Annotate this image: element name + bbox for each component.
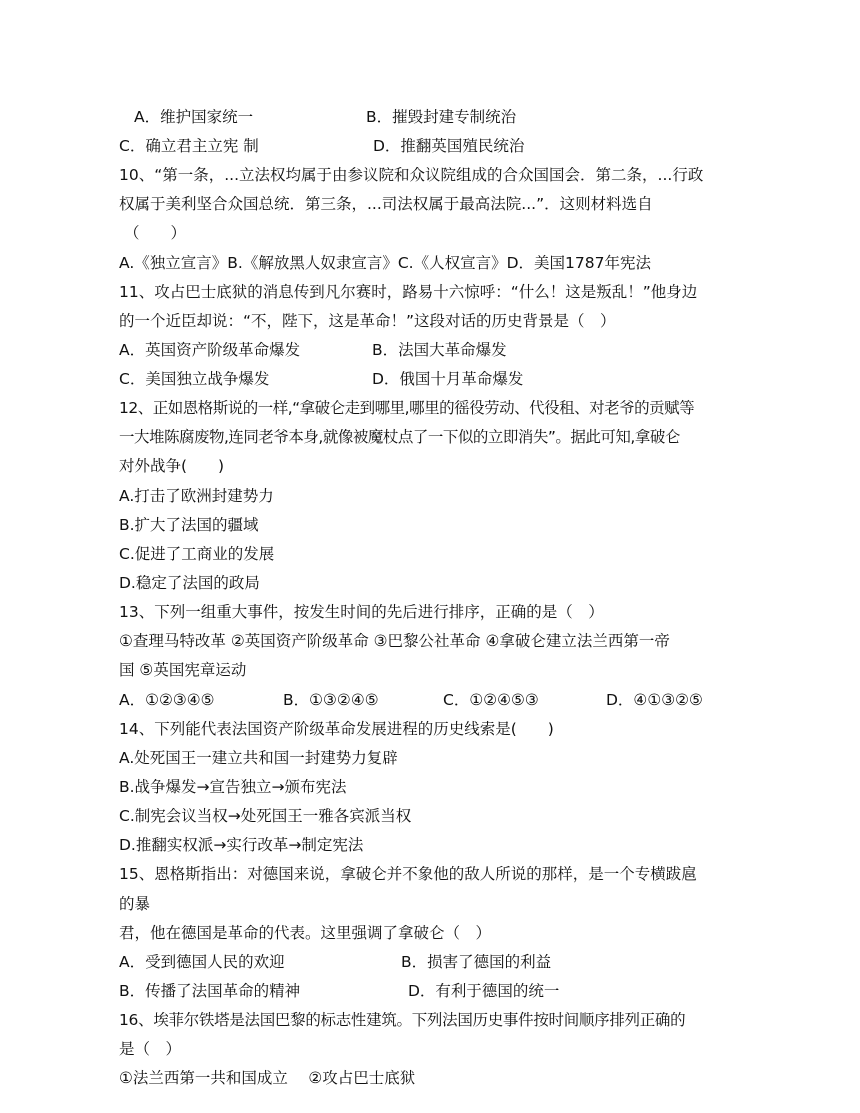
q13-option-d: D．④①③②⑤ — [606, 691, 703, 709]
q10-stem-line-1: 10、“第一条，...立法权均属于由参议院和众议院组成的合众国国会．第二条，...行政 — [119, 166, 704, 184]
q12-stem-line-1: 12、正如恩格斯说的一样,“拿破仑走到哪里,哪里的徭役劳动、代役租、对老爷的贡赋等 — [119, 399, 695, 417]
q14-stem: 14、下列能代表法国资产阶级革命发展进程的历史线索是( ) — [119, 720, 554, 738]
q14-option-a: A.处死国王一建立共和国一封建势力复辟 — [119, 749, 398, 767]
q13-option-a: A．①②③④⑤ — [119, 691, 215, 709]
q13-stem-line-3: 国 ⑤英国宪章运动 — [119, 661, 247, 679]
q15-option-d: D．有利于德国的统一 — [408, 982, 560, 1000]
q13-option-b: B．①③②④⑤ — [283, 691, 379, 709]
q16-stem-line-2: 是（ ） — [119, 1040, 182, 1058]
q16-stem-line-1: 16、埃菲尔铁塔是法国巴黎的标志性建筑。下列法国历史事件按时间顺序排列正确的 — [119, 1011, 686, 1029]
q15-option-c: B．传播了法国革命的精神 — [119, 982, 301, 1000]
q10-stem-line-2: 权属于美利坚合众国总统．第三条，...司法权属于最高法院...”．这则材料选自 — [119, 195, 653, 213]
q11-stem-line-2: 的一个近臣却说：“不，陛下，这是革命！”这段对话的历史背景是（ ） — [119, 312, 616, 330]
q10-answer-blank: （ ） — [124, 224, 187, 242]
q12-stem-line-3: 对外战争( ) — [119, 457, 225, 475]
q14-option-d: D.推翻实权派→实行改革→制定宪法 — [119, 836, 364, 854]
q15-option-b: B．损害了德国的利益 — [401, 953, 552, 971]
q15-stem-line-3: 君，他在德国是革命的代表。这里强调了拿破仑（ ） — [119, 924, 492, 942]
q12-option-a: A.打击了欧洲封建势力 — [119, 487, 274, 505]
q13-stem-line-1: 13、下列一组重大事件，按发生时间的先后进行排序，正确的是（ ） — [119, 603, 604, 621]
q9-option-b: B．摧毁封建专制统治 — [366, 108, 517, 126]
q10-options: A.《独立宣言》B.《解放黑人奴隶宣言》C.《人权宣言》D．美国1787年宪法 — [119, 254, 651, 272]
q15-option-a: A．受到德国人民的欢迎 — [119, 953, 285, 971]
q12-option-b: B.扩大了法国的疆域 — [119, 516, 259, 534]
q12-option-c: C.促进了工商业的发展 — [119, 545, 275, 563]
q14-option-b: B.战争爆发→宣告独立→颁布宪法 — [119, 778, 347, 796]
q13-stem-line-2: ①查理马特改革 ②英国资产阶级革命 ③巴黎公社革命 ④拿破仑建立法兰西第一帝 — [119, 632, 670, 650]
q11-stem-line-1: 11、攻占巴士底狱的消息传到凡尔赛时，路易十六惊呼：“什么！这是叛乱！”他身边 — [119, 283, 698, 301]
q11-option-c: C．美国独立战争爆发 — [119, 370, 270, 388]
q15-stem-line-2: 的暴 — [119, 895, 151, 913]
q16-stem-line-3: ①法兰西第一共和国成立 ②攻占巴士底狱 — [119, 1069, 416, 1087]
q14-option-c: C.制宪会议当权→处死国王一雅各宾派当权 — [119, 807, 412, 825]
q9-option-c: C．确立君主立宪 制 — [119, 137, 259, 155]
q11-option-a: A．英国资产阶级革命爆发 — [119, 341, 301, 359]
q11-option-d: D．俄国十月革命爆发 — [372, 370, 524, 388]
q12-option-d: D.稳定了法国的政局 — [119, 574, 260, 592]
q9-option-d: D．推翻英国殖民统治 — [373, 137, 525, 155]
q11-option-b: B．法国大革命爆发 — [372, 341, 507, 359]
q12-stem-line-2: 一大堆陈腐废物,连同老爷本身,就像被魔杖点了一下似的立即消失”。据此可知,拿破仑 — [119, 428, 680, 446]
q15-stem-line-1: 15、恩格斯指出：对德国来说，拿破仑并不象他的敌人所说的那样，是一个专横跋扈 — [119, 865, 697, 883]
q9-option-a: A．维护国家统一 — [134, 108, 254, 126]
q13-option-c: C．①②④⑤③ — [443, 691, 539, 709]
